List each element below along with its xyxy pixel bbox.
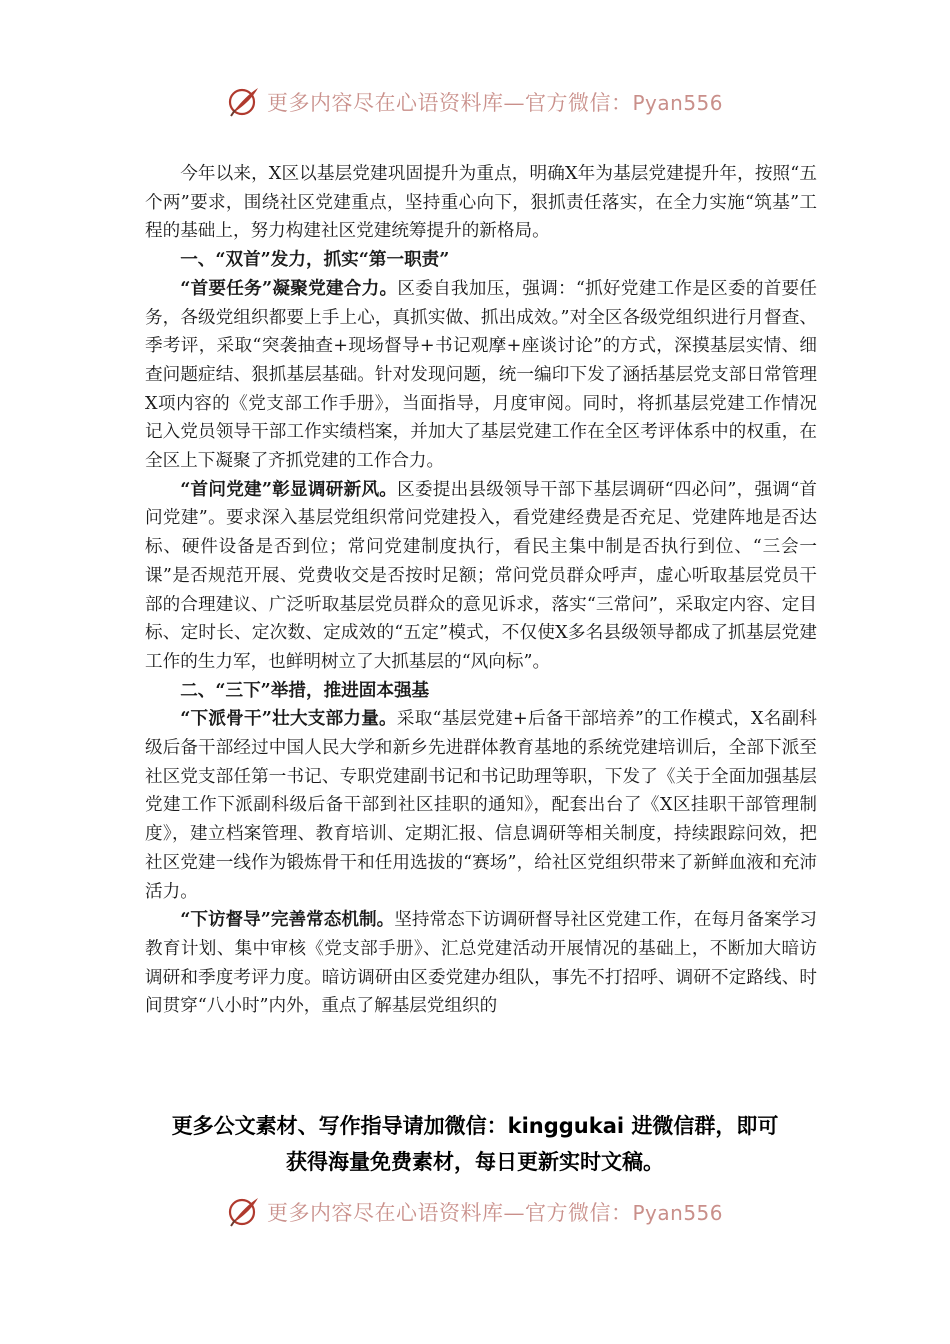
paragraph-3-lead: “下派骨干”壮大支部力量。 bbox=[180, 708, 397, 730]
paragraph-1-lead: “首要任务”凝聚党建合力。 bbox=[180, 277, 398, 299]
intro-paragraph: 今年以来，X区以基层党建巩固提升为重点，明确X年为基层党建提升年，按照“五个两”要求，围绕社区党建重点，坚持重心向下，狠抓责任落实，在全力实施“筑基”工程的基础上，努力构建社区党建统筹提升的新格局。 bbox=[145, 164, 817, 242]
promo-line-1: 更多公文素材、写作指导请加微信：kinggukai 进微信群，即可 bbox=[171, 1114, 779, 1138]
banner-slogan: 更多内容尽在心语资料库—官方微信： bbox=[266, 1201, 633, 1225]
section-1-heading: 一、“双首”发力，抓实“第一职责” bbox=[180, 249, 450, 271]
paragraph-4-lead: “下访督导”完善常态机制。 bbox=[180, 909, 395, 931]
banner-text bbox=[267, 87, 723, 117]
paragraph-2 bbox=[145, 476, 817, 677]
section-2-heading: 二、“三下”举措，推进固本强基 bbox=[180, 679, 430, 701]
paragraph-3 bbox=[145, 705, 817, 906]
header-banner bbox=[0, 82, 950, 122]
paragraph-2-lead: “首问党建”彰显调研新风。 bbox=[180, 478, 398, 500]
quill-logo-icon bbox=[227, 85, 261, 119]
banner-slogan: 更多内容尽在心语资料库—官方微信： bbox=[266, 91, 633, 115]
banner-wechat-id: Pyan556 bbox=[632, 1201, 723, 1225]
footer-banner bbox=[0, 1192, 950, 1232]
banner-wechat-id: Pyan556 bbox=[632, 91, 723, 115]
paragraph-1-text: 区委自我加压，强调：“抓好党建工作是区委的首要任务，各级党组织都要上手上心，真抓实做、抓出成效。”对全区各级党组织进行月督查、季考评，采取“突袭抽查+现场督导+书记观摩+座谈讨论”的方式，深摸基层实情、细查问题症结、狠抓基层基础。针对发现问题，统一编印下发了涵括基层党支部日常管理X项内容的《党支部工作手册》，当面指导，月度审阅。同时，将抓基层党建工作情况记入党员领导干部工作实绩档案，并加大了基层党建工作在全区考评体系中的权重，在全区上下凝聚了齐抓党建的工作合力。 bbox=[145, 278, 818, 472]
promo-line-2: 获得海量免费素材，每日更新实时文稿。 bbox=[286, 1150, 664, 1174]
quill-logo-icon bbox=[227, 1195, 261, 1229]
promo-notice bbox=[110, 1108, 840, 1180]
document-body bbox=[145, 160, 817, 1021]
paragraph-2-text: 区委提出县级领导干部下基层调研“四必问”，强调“首问党建”。要求深入基层党组织常问党建投入，看党建经费是否充足、党建阵地是否达标、硬件设备是否到位；常问党建制度执行，看民主集中制是否执行到位、“三会一课”是否规范开展、党费收交是否按时足额；常问党员群众呼声，虚心听取基层党员干部的合理建议、广泛听取基层党员群众的意见诉求，落实“三常问”，采取定内容、定目标、定时长、定次数、定成效的“五定”模式，不仅使X多名县级领导都成了抓基层党建工作的生力军，也鲜明树立了大抓基层的“风向标”。 bbox=[145, 479, 817, 672]
banner-text bbox=[267, 1197, 723, 1227]
paragraph-1 bbox=[145, 275, 817, 476]
paragraph-4 bbox=[145, 906, 817, 1021]
paragraph-4-text: 坚持常态下访调研督导社区党建工作，在每月备案学习教育计划、集中审核《党支部手册》、汇总党建活动开展情况的基础上，不断加大暗访调研和季度考评力度。暗访调研由区委党建办组队，事先不打招呼、调研不定路线、时间贯穿“八小时”内外，重点了解基层党组织的 bbox=[145, 910, 817, 1017]
paragraph-3-text: 采取“基层党建+后备干部培养”的工作模式，X名副科级后备干部经过中国人民大学和新乡先进群体教育基地的系统党建培训后，全部下派至社区党支部任第一书记、专职党建副书记和书记助理等职，下发了《关于全面加强基层党建工作下派副科级后备干部到社区挂职的通知》，配套出台了《X区挂职干部管理制度》，建立档案管理、教育培训、定期汇报、信息调研等相关制度，持续跟踪问效，把社区党建一线作为锻炼骨干和任用选拔的“赛场”，给社区党组织带来了新鲜血液和充沛活力。 bbox=[145, 709, 817, 902]
